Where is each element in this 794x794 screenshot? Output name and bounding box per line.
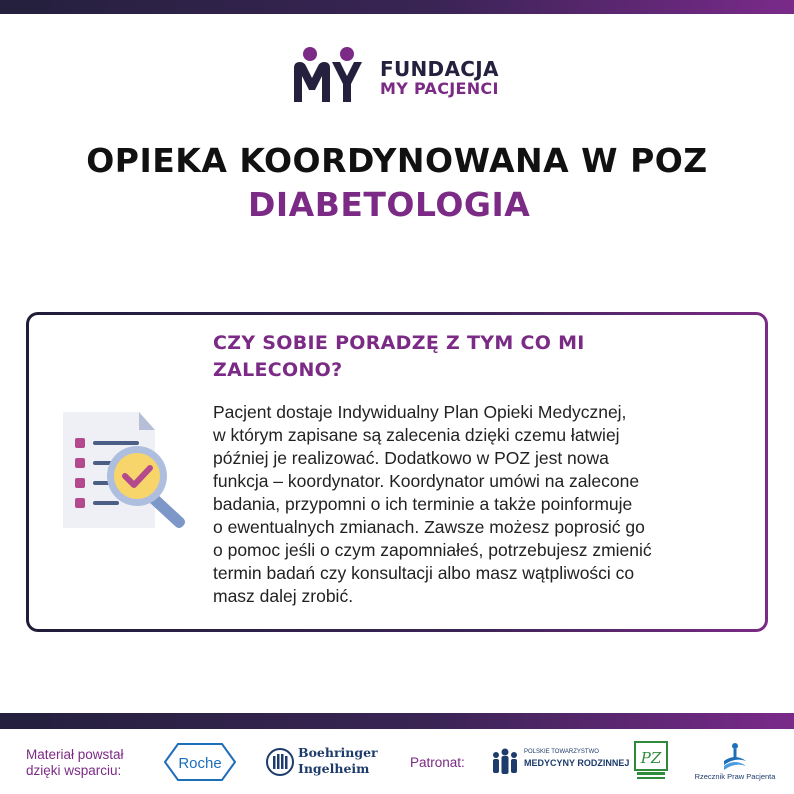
body-line: później je realizować. Dodatkowo w POZ jest nowa	[213, 448, 609, 468]
rpp-logo	[690, 741, 780, 785]
bottom-gradient-band	[0, 713, 794, 729]
card-heading-line: ZALECONO?	[213, 359, 343, 381]
body-line: Pacjent dostaje Indywidualny Plan Opieki Medycznej,	[213, 402, 627, 422]
pz-logo	[634, 741, 668, 781]
patronat-label: Patronat:	[410, 755, 465, 770]
boehringer-line: Boehringer	[298, 745, 378, 760]
body-line: masz dalej zrobić.	[213, 586, 354, 606]
rpp-label: Rzecznik Praw Pacjenta	[694, 772, 776, 781]
body-line: o ewentualnych zmianach. Zawsze możesz poprosić go	[213, 517, 645, 537]
boehringer-line: Ingelheim	[298, 761, 370, 776]
support-label-line: dzięki wsparciu:	[26, 763, 122, 778]
page-title: OPIEKA KOORDYNOWANA W POZ	[86, 141, 708, 180]
card-heading	[213, 330, 683, 384]
ptmr-logo	[490, 745, 630, 781]
people-group-icon	[490, 747, 520, 777]
my-logo-icon	[292, 46, 364, 104]
brand-logo-block	[292, 46, 532, 106]
roche-logo	[164, 743, 236, 781]
footer	[0, 729, 794, 794]
top-gradient-band	[0, 0, 794, 14]
pz-label: PZ	[640, 749, 662, 767]
boehringer-building-icon	[266, 747, 294, 777]
rpp-emblem-icon	[720, 741, 750, 771]
card-heading-line: CZY SOBIE PORADZĘ Z TYM CO MI	[213, 332, 585, 354]
document-magnifier-check-icon	[59, 408, 189, 538]
body-line: o pomoc jeśli o czym zapomniałeś, potrzebujesz zmienić	[213, 540, 652, 560]
roche-label: Roche	[178, 755, 222, 772]
boehringer-logo	[266, 745, 376, 781]
ptmr-big-text: MEDYCYNY RODZINNEJ	[524, 758, 630, 768]
card-body-text	[213, 401, 723, 608]
body-line: badania, przypomni o ich terminie a także poinformuje	[213, 494, 633, 514]
page-subtitle: DIABETOLOGIA	[248, 185, 531, 224]
info-card-inner	[29, 315, 765, 629]
body-line: funkcja – koordynator. Koordynator umówi na zalecone	[213, 471, 640, 491]
boehringer-text	[298, 745, 378, 777]
info-card	[26, 312, 768, 632]
support-label-line: Materiał powstał	[26, 747, 124, 762]
brand-subname: MY PACJENCI	[380, 79, 499, 98]
body-line: termin badań czy konsultacji albo masz wątpliwości co	[213, 563, 635, 583]
body-line: w którym zapisane są zalecenia dzięki czemu łatwiej	[213, 425, 620, 445]
brand-name: FUNDACJA	[380, 57, 499, 81]
support-label	[26, 747, 124, 779]
ptmr-small-text: POLSKIE TOWARZYSTWO	[524, 749, 599, 755]
